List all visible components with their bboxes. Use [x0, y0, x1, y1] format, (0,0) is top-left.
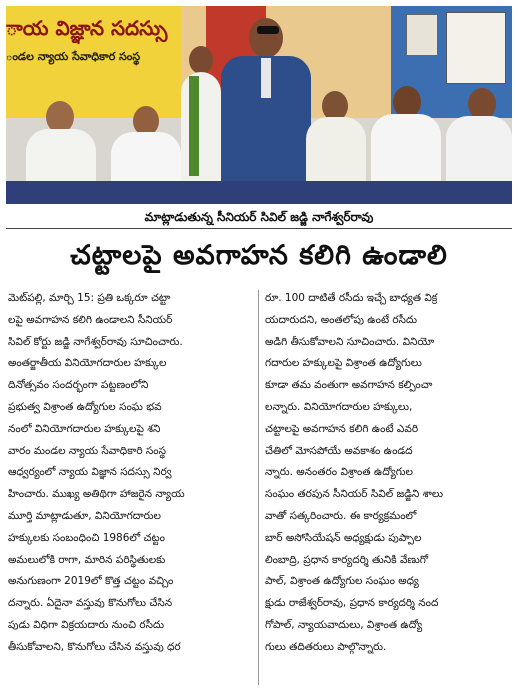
seated-person [446, 88, 512, 188]
article-line: తీసుకోవాలని, కొనుగోలు చేసిన వస్తువు ధర [8, 640, 181, 653]
article-line: అనుగుణంగా 2019లో కొత్త చట్టం వచ్చిం [8, 575, 174, 588]
article-column-left [8, 288, 253, 659]
article-line: సంఘం తరపున సీనియర్ సివిల్ జడ్జిని శాలు [265, 488, 443, 501]
article-line: చట్టాలపై అవగాహన కలిగి ఉంటే ఎవరి [265, 422, 419, 435]
notice-board [406, 14, 438, 56]
article-line: రూ. 100 దాటితే రసీదు ఇచ్చే బాధ్యత విక్ర [265, 292, 438, 304]
seated-person [111, 106, 181, 191]
notice-board [446, 12, 506, 84]
banner-text-sub: ండల న్యాయ సేవాధికార సంస్థ [6, 50, 141, 63]
seated-person [306, 91, 366, 186]
article-line: పాల్, విశ్రాంత ఉద్యోగుల సంఘం అధ్య [265, 575, 419, 588]
article-line: అంతర్జాతీయ వినియోగదారుల హక్కుల [8, 357, 167, 370]
article-line: గదారుల హక్కులపై విశ్రాంత ఉద్యోగులు [265, 357, 422, 370]
article-line: యదారుదని, అంతలోపు ఉంటే రసీదు [265, 313, 418, 326]
seated-person [371, 86, 441, 186]
article-line: కూడా తమ వంతుగా అవగాహన కల్పించా [265, 379, 433, 392]
article-line: గోపాల్, న్యాయవాదులు, విశ్రాంత ఉద్యో [265, 618, 423, 631]
article-line: బార్ అసోసియేషన్ అధ్యక్షుడు పుప్పాల [265, 531, 422, 544]
article-line: హక్కులకు సంబంధించి 1986లో చట్టం [8, 531, 165, 544]
article-line: అమలులోకి రాగా, మారిన పరిస్థితులకు [8, 553, 166, 566]
headline: చట్టాలపై అవగాహన కలిగి ఉండాలి [70, 240, 448, 271]
article-line: దినోత్సవం సందర్భంగా పట్టణంలోని [8, 379, 149, 392]
seated-person [26, 101, 96, 191]
speaker [221, 18, 311, 193]
article-line: సివిల్ కోర్టు జడ్జి నాగేశ్వర్‌రావు సూచించారు. [8, 335, 183, 348]
article-line: గులు తదితరులు పాల్గొన్నారు. [265, 640, 387, 653]
photo-caption: మాట్లాడుతున్న సీనియర్ సివిల్ జడ్జి నాగేశ్వర్‌రావు [6, 208, 512, 229]
event-photo [6, 6, 512, 204]
article-line: హించారు. ముఖ్య అతిథిగా హాజరైన న్యాయ [8, 488, 185, 501]
article-line: క్షుడు రాజేశ్వర్‌రావు, ప్రధాన కార్యదర్శి నంద [265, 597, 439, 610]
article-line: పుడు విధిగా విక్రయదారు నుంచి రసీదు [8, 618, 165, 631]
article-line: దన్నారు. ఏదైనా వస్తువు కొనుగోలు చేసిన [8, 597, 173, 610]
banner-text-top: ాయ విజ్ఞాన సదస్సు [6, 16, 168, 40]
article-line: న్నారు. అనంతరం విశ్రాంత ఉద్యోగుల [265, 466, 413, 479]
article-line: మెట్‌పల్లి, మార్చి 15: ప్రతి ఒక్కరూ చట్టా [8, 292, 171, 304]
article-line: మూర్తి మాట్లాడుతూ, వినియోగదారుల [8, 509, 161, 522]
article-line: చేతిలో మోసపోయే అవకాశం ఉండద [265, 444, 413, 457]
article-line: ప్రభుత్వ విశ్రాంత ఉద్యోగుల సంఘ భవ [8, 400, 162, 413]
article-column-right [265, 288, 510, 659]
standing-person [181, 46, 221, 186]
article-line: లన్నారు. వినియోగదారుల హక్కులు, [265, 400, 413, 413]
article-line: ఆధ్వర్యంలో న్యాయ విజ్ఞాన సదస్సు నిర్వ [8, 466, 172, 479]
article-line: నంలో వినియోగదారుల హక్కులపై శని [8, 422, 161, 435]
article-line: అడిగి తీసుకోవాలని సూచించారు. వినియో [265, 335, 435, 348]
article-line: లింబాద్రి, ప్రధాన కార్యదర్శి తునికి వేణుగో [265, 553, 429, 566]
article-line: లపై అవగాహన కలిగి ఉండాలని సీనియర్ [8, 313, 173, 326]
article-line: వాతో సత్కరించారు. ఈ కార్యక్రమంలో [265, 509, 417, 522]
article-line: వారం మండల న్యాయ సేవాధికారి సంస్థ [8, 444, 166, 457]
column-divider [258, 290, 259, 685]
dais-table [6, 181, 512, 204]
